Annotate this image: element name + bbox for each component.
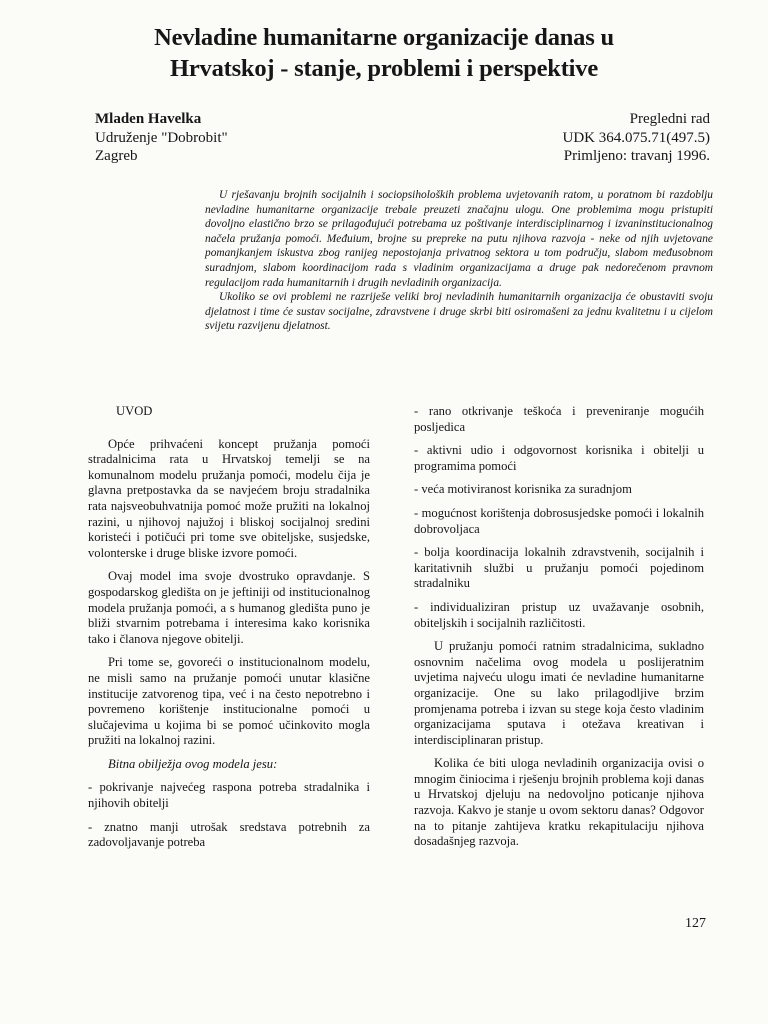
page-number: 127 [685,916,706,931]
list-item: - mogućnost korištenja dobrosusjedske pomoći i lokalnih dobrovoljaca [414,505,704,536]
list-item: - bolja koordinacija lokalnih zdravstvenih, socijalnih i karitativnih službi u pružanju pomoći pojedinom stradalniku [414,545,704,591]
list-item: - aktivni udio i odgovornost korisnika i obitelji u programima pomoći [414,443,704,473]
abstract [205,188,713,334]
article-type: Pregledni rad [629,111,710,127]
paragraph: Pri tome se, govoreći o institucionalnom modelu, ne misli samo na pružanje pomoći unutar klasične institucije zatvorenog tipa, već i na često nepotrebno i povremeno korištenje institucionalne pomoći u slučajevima u kojima bi se pomoć učinkovito mogla pružiti na lokalnoj razini. [88,655,370,748]
title-line-1: Nevladine humanitarne organizacije danas u [154,24,614,51]
list-item: - znatno manji utrošak sredstava potrebnih za zadovoljavanje potreba [88,819,370,850]
paragraph: Opće prihvaćeni koncept pružanja pomoći stradalnicima rata u Hrvatskoj temelji se na komunalnom modelu pružanja pomoći, modelu čija je glavna pretpostavka da se navjećem broju stradalnika rata najsveobuhvatnija pomoć može pružiti na lokalnoj razini, u njihovoj najužoj i bliskoj socijalnoj sredini koristeći i potičući pri tome sve obiteljske, susjedske, volonterske i druge bliske izvore pomoći. [88,436,370,560]
author-city: Zagreb [95,148,138,164]
right-column [414,404,704,858]
received-date: Primljeno: travanj 1996. [563,148,710,164]
author-block [95,110,228,166]
paragraph: Kolika će biti uloga nevladinih organizacija ovisi o mnogim činiocima i rješenju brojnih problema koji danas u Hrvatskoj djeluju na nedovoljno poticanje njihova razvoja. Kakvo je stanje u ovom sektoru danas? Odgovor na to pitanje zahtijeva kratku rekapitulaciju njihova dosadašnjeg razvoja. [414,756,704,849]
list-item: - rano otkrivanje teškoća i preveniranje mogućih posljedica [414,404,704,434]
list-item: - individualiziran pristup uz uvažavanje osobnih, obiteljskih i socijalnih različitosti. [414,599,704,630]
abstract-paragraph-1: U rješavanju brojnih socijalnih i sociopsiholoških problema uvjetovanih ratom, u poratnom bi razdoblju nevladine humanitarne organizacije trebale preuzeti značajnu ulogu. One problemima mogu pristupiti dovoljno elastično brzo se prilagođujući potrebama uz poštivanje interdisciplinarnog i izvaninstitucionalnog načela pružanja pomoći. Međuium, brojne su prepreke na putu njihova razvoja - neke od njih uvjetovane pomanjkanjem iskustva zbog ranijeg nepostojanja privatnog sektora u tom području, slabom međusobnom suradnjom, slabom koordinacijom rada s vladinim organizacijama a druge pak nedorečenom pravnom regulacijom rada humanitarnih i drugih nevladinih organizacija. [205,189,713,289]
abstract-paragraph-2: Ukoliko se ovi problemi ne razriješe veliki broj nevladinih humanitarnih organizacija će obustaviti svoju djelatnost i time će sustav socijalne, zdravstvene i druge skrbi biti osiromašeni za jednu kvalitetnu i u cijelom svijetu razvijenu djelatnost. [205,291,713,333]
paragraph: U pružanju pomoći ratnim stradalnicima, sukladno osnovnim načelima ovog modela u poslijeratnim uvjetima najveću ulogu imati će nevladine humanitarne organizacije. One su lako prilagodljive brzim promjenama potreba i izvan su stege koja često vladinim organizacijama sputava i otežava kreativan i interdisciplinaran pristup. [414,639,704,747]
udk-code: UDK 364.075.71(497.5) [562,129,710,146]
section-heading: UVOD [116,404,153,418]
author-name: Mladen Havelka [95,111,202,127]
article-title [60,22,708,84]
author-affiliation: Udruženje "Dobrobit" [95,129,228,146]
list-item: - veća motiviranost korisnika za suradnjom [414,482,632,497]
title-line-2: Hrvatskoj - stanje, problemi i perspektive [169,55,599,82]
list-item: - pokrivanje najvećeg raspona potreba stradalnika i njihovih obitelji [88,780,370,811]
left-column [88,404,370,859]
article-meta [563,110,711,166]
paragraph: Ovaj model ima svoje dvostruko opravdanje. S gospodarskog gledišta on je jeftiniji od institucionalnog modela pružanja pomoći, a s humanog gledišta puno je bliži stvarnim potrebama i interesima kako korisnika tako i članova njegove obitelji. [88,569,370,646]
list-lead: Bitna obilježja ovog modela jesu: [108,756,278,771]
